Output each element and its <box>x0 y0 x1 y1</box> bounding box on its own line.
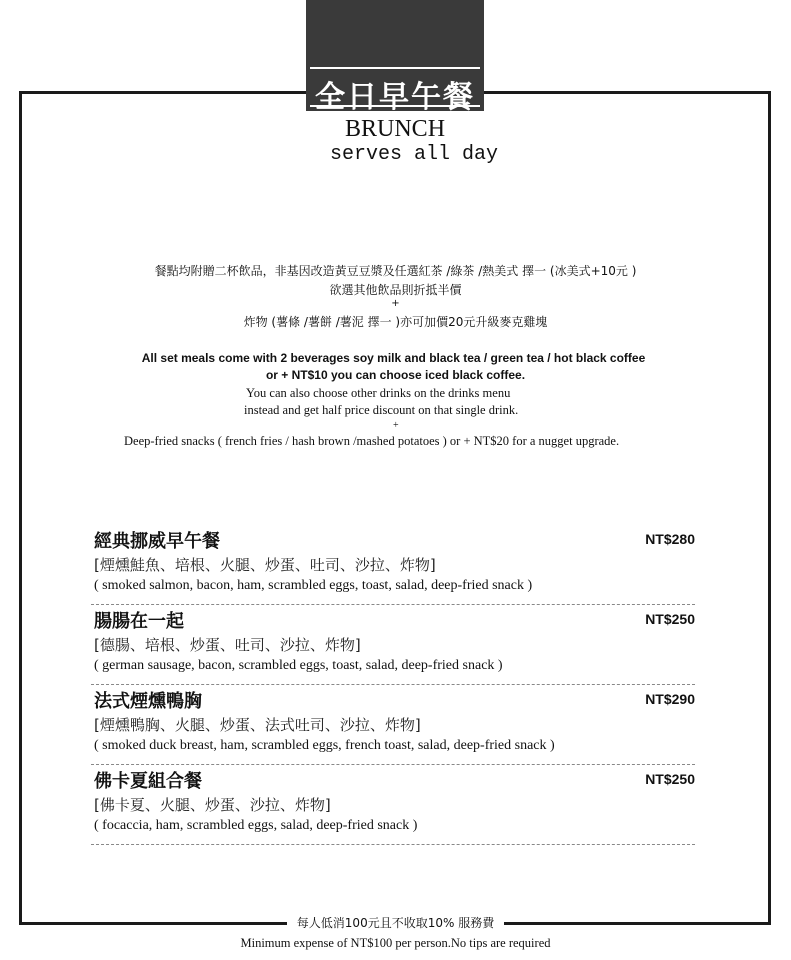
intro-zh-line1: 餐點均附贈二杯飲品，非基因改造黃豆豆漿及任選紅茶 /綠茶 /熱美式 擇一 (冰美式+10元 ) <box>154 264 637 278</box>
dashed-divider <box>91 764 695 765</box>
intro-plus: + <box>391 298 400 309</box>
intro-en-line2: instead and get half price discount on that single drink. <box>244 403 519 417</box>
page-subtitle: serves all day <box>330 143 499 166</box>
dashed-divider <box>91 844 695 845</box>
menu-item-price: NT$280 <box>645 531 695 547</box>
footer-note-zh <box>0 914 791 931</box>
menu-item-desc-zh: [佛卡夏、火腿、炒蛋、沙拉、炸物] <box>94 796 331 814</box>
menu-item-desc-en: ( smoked salmon, bacon, ham, scrambled eggs, toast, salad, deep-fried snack ) <box>94 578 533 593</box>
menu-item <box>91 687 695 765</box>
menu-item-desc-zh: [煙燻鴨胸、火腿、炒蛋、法式吐司、沙拉、炸物] <box>94 716 421 734</box>
page-title-zh: 全日早午餐 <box>315 80 475 115</box>
title-tab <box>306 0 484 115</box>
menu-item-price: NT$250 <box>645 771 695 787</box>
intro-en-line1: You can also choose other drinks on the drinks menu <box>246 386 511 400</box>
intro-en-line3: Deep-fried snacks ( french fries / hash brown /mashed potatoes ) or + NT$20 for a nugget upgrade. <box>124 434 620 448</box>
intro-en-plus: + <box>393 420 399 431</box>
menu-item-desc-en: ( focaccia, ham, scrambled eggs, salad, deep-fried snack ) <box>94 818 418 833</box>
menu-item-desc-zh: [德腸、培根、炒蛋、吐司、沙拉、炸物] <box>94 636 361 654</box>
intro-en-bold1: All set meals come with 2 beverages soy milk and black tea / green tea / hot black coffee <box>141 351 646 365</box>
intro-en-bold2: or + NT$10 you can choose iced black coffee. <box>265 368 526 382</box>
menu-item <box>91 607 695 685</box>
menu-item-desc-en: ( german sausage, bacon, scrambled eggs, toast, salad, deep-fried snack ) <box>94 658 503 673</box>
menu-item <box>91 527 695 605</box>
menu-item-price: NT$250 <box>645 611 695 627</box>
dashed-divider <box>91 684 695 685</box>
footer-note-en: Minimum expense of NT$100 per person.No tips are required <box>240 936 551 950</box>
menu-item <box>91 767 695 845</box>
menu-item-name: 腸腸在一起 <box>94 611 184 632</box>
dashed-divider <box>91 604 695 605</box>
menu-item-name: 佛卡夏組合餐 <box>94 771 202 792</box>
menu-item-price: NT$290 <box>645 691 695 707</box>
menu-item-desc-en: ( smoked duck breast, ham, scrambled eggs, french toast, salad, deep-fried snack ) <box>94 738 555 753</box>
menu-item-name: 經典挪威早午餐 <box>94 531 220 552</box>
menu-item-name: 法式煙燻鴨胸 <box>94 691 202 712</box>
footer-note-zh-text: 每人低消100元且不收取10% 服務費 <box>287 916 504 930</box>
menu-item-desc-zh: [煙燻鮭魚、培根、火腿、炒蛋、吐司、沙拉、炸物] <box>94 556 436 574</box>
intro-zh-line3: 炸物 (薯條 /薯餅 /薯泥 擇一 )亦可加價20元升級麥克雞塊 <box>243 315 548 329</box>
intro-zh-line2: 欲選其他飲品則折抵半價 <box>329 283 462 297</box>
page-title-en: BRUNCH <box>345 116 446 142</box>
